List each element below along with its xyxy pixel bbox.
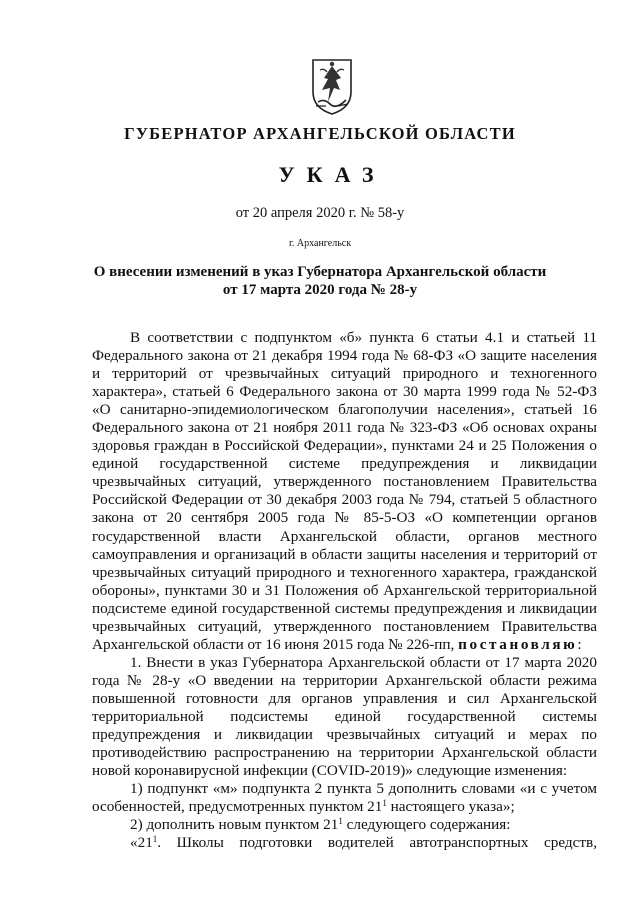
preamble-paragraph: [92, 329, 597, 654]
new-clause-paragraph: [92, 834, 597, 852]
decree-keyword: постановляю: [458, 635, 578, 653]
document-body: [92, 329, 597, 852]
clause-1-paragraph: 1. Внести в указ Губернатора Архангельской области от 17 марта 2020 года № 28-у «О введении на территории Архангельской области режима повышенной готовности для органов управления и сил Архангельской территориальной подсистемы единой государственной системы предупреждения и ликвидации чрезвычайных ситуаций и мерах по противодействию распространению на территории Архангельской области новой коронавирусной инфекции (COVID-2019)» следующие изменения:: [92, 653, 597, 780]
document-city: г. Архангельск: [288, 238, 352, 249]
new-clause-number: «21: [130, 834, 153, 852]
new-clause-superscript: 1: [152, 834, 158, 845]
subclause-1-paragraph: [92, 780, 597, 816]
document-date-number: от 20 апреля 2020 г. № 58-у: [235, 205, 405, 221]
decree-colon: :: [577, 635, 582, 653]
subclause-1-tail: настоящего указа»;: [386, 798, 515, 816]
coat-of-arms-icon: [310, 58, 354, 116]
document-title-line-2: от 17 марта 2020 года № 28-у: [222, 282, 418, 298]
subclause-1-text: 1) подпункт «м» подпункта 2 пункта 5 дополнить словами «и с учетом особенностей, предусмотренных пунктом 21: [92, 780, 597, 816]
subclause-1-superscript: 1: [382, 798, 387, 809]
document-type-heading: УКАЗ: [278, 162, 386, 187]
preamble-text: В соответствии с подпунктом «б» пункта 6 статьи 4.1 и статьей 11 Федерального закона от 21 декабря 1994 года № 68-ФЗ «О защите населения и территорий от чрезвычайных ситуаций природного и техногенного характера», статьей 6 Федерального закона от 30 марта 1999 года № 52-ФЗ «О санитарно-эпидемиологическом благополучии населения», статьей 16 Федерального закона от 21 ноября 2011 года № 323-ФЗ «Об основах охраны здоровья граждан в Российской Федерации», пунктами 24 и 25 Положения о единой государственной системе предупреждения и ликвидации чрезвычайных ситуаций, утвержденного постановлением Правительства Российской Федерации от 30 декабря 2003 года № 794, статьей 5 областного закона от 20 сентября 2005 года № 85-5-ОЗ «О компетенции органов государственной власти Архангельской области, органов местного самоуправления и организаций в области защиты населения и территорий от чрезвычайных ситуаций природного и техногенного характера, гражданской обороны», пунктами 30 и 31 Положения об Архангельской территориальной подсистеме единой государственной системы предупреждения и ликвидации чрезвычайных ситуаций, утвержденного постановлением Правительства Архангельской области от 16 июня 2015 года № 226-пп,: [92, 329, 597, 653]
issuer-heading: ГУБЕРНАТОР АРХАНГЕЛЬСКОЙ ОБЛАСТИ: [124, 124, 516, 143]
document-title-line-1: О внесении изменений в указ Губернатора Архангельской области: [93, 264, 547, 280]
document-title: [0, 263, 640, 299]
subclause-2-superscript: 1: [338, 816, 343, 827]
new-clause-text: . Школы подготовки водителей автотранспортных средств,: [157, 834, 597, 852]
subclause-2-paragraph: [92, 816, 597, 834]
subclause-2-text: 2) дополнить новым пунктом 21: [130, 816, 339, 834]
subclause-2-tail: следующего содержания:: [342, 816, 511, 834]
